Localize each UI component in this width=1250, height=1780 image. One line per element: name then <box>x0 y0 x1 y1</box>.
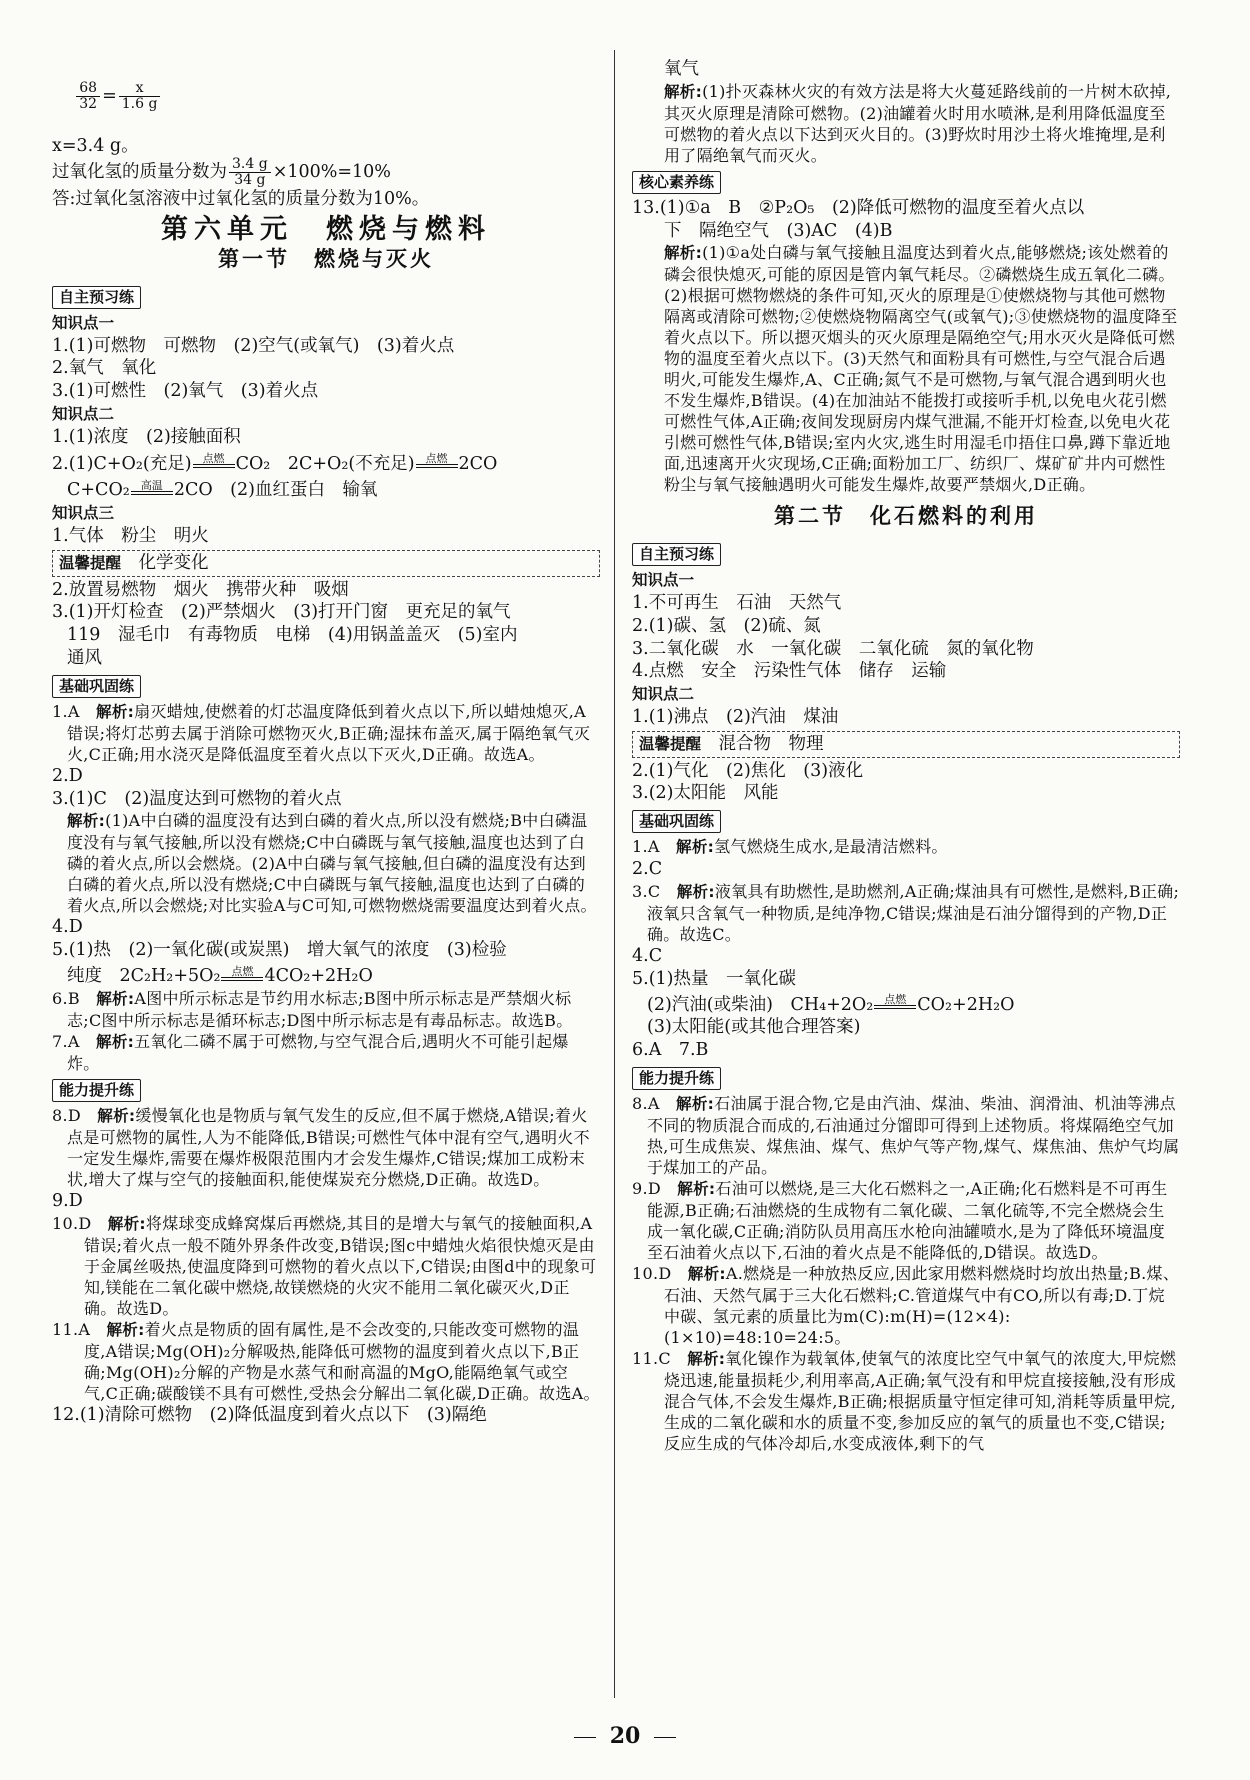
text: (2)汽油(或柴油) CH₄+2O₂ <box>647 994 874 1015</box>
text: CO₂+2H₂O <box>917 994 1015 1015</box>
reaction-condition <box>221 966 263 988</box>
text: 2.(1)C+O₂(充足) <box>52 453 192 474</box>
reminder-box <box>52 550 600 577</box>
answer-item: 3.(2)太阳能 风能 <box>632 783 779 804</box>
analysis-label: 解析: <box>67 812 106 831</box>
analysis-block <box>632 81 1180 166</box>
answer-item: (3)太阳能(或其他合理答案) <box>647 1017 861 1038</box>
analysis-label: 解析: <box>96 702 135 721</box>
answer: 6.B <box>52 988 97 1008</box>
section-title: 第二节 化石燃料的利用 <box>774 504 1038 529</box>
fraction <box>76 81 100 112</box>
question-answer <box>632 881 1180 945</box>
knowledge-point: 知识点二 <box>632 685 695 704</box>
answer: 3.C <box>632 881 677 901</box>
analysis-text: A.燃烧是一种放热反应,因此家用燃料燃烧时均放出热量;B.煤、石油、天然气属于三大化石燃料;C.管道煤气中有CO,所以有毒;D.丁烷中碳、氢元素的质量比为m(C):m(H)=(12×4):(1×10)=48:10=24:5。 <box>664 1263 1180 1347</box>
answer-item: 2.放置易燃物 烟火 携带火种 吸烟 <box>52 579 349 600</box>
text: ×100%=10% <box>272 162 391 183</box>
question-answer: 12.(1)清除可燃物 (2)降低温度到着火点以下 (3)隔绝 <box>52 1404 487 1425</box>
exercise-tag: 基础巩固练 <box>52 675 141 698</box>
question-answer: 2.D <box>52 765 83 786</box>
question-answer: 9.D <box>52 1190 83 1211</box>
question-answer <box>52 988 600 1031</box>
knowledge-point: 知识点二 <box>52 404 115 423</box>
answer: 11.A <box>52 1319 107 1339</box>
denominator: 32 <box>79 95 98 112</box>
question-answer: 下 隔绝空气 (3)AC (4)B <box>664 220 893 241</box>
exercise-tag: 核心素养练 <box>632 171 721 194</box>
analysis-label: 解析: <box>676 1094 715 1113</box>
question-answer: 6.A 7.B <box>632 1040 709 1061</box>
answer-item: 2.氧气 氧化 <box>52 358 157 379</box>
equation-line <box>52 479 600 502</box>
analysis-label: 解析: <box>687 1349 726 1368</box>
analysis-text: 着火点是物质的固有属性,是不会改变的,只能改变可燃物的温度,A错误;Mg(OH)₂分解吸热,能降低可燃物的温度到着火点以下,B正确;Mg(OH)₂分解的产物是水蒸气和耐高温的MgO,能隔绝氧气或空气,C正确;碳酸镁不具有可燃性,受热会分解出二氧化碳,D正确。故选A。 <box>84 1319 600 1403</box>
analysis-block <box>632 242 1180 495</box>
reminder-label: 温馨提醒 <box>59 553 122 572</box>
answer-item: 3.(1)可燃性 (2)氧气 (3)着火点 <box>52 381 319 402</box>
text: 过氧化氢的质量分数为 <box>52 162 227 183</box>
knowledge-point: 知识点三 <box>52 504 115 523</box>
answer: 8.D <box>52 1105 98 1125</box>
answer: 7.A <box>52 1031 97 1051</box>
reminder-text: 化学变化 <box>138 552 209 573</box>
answer: 11.C <box>632 1348 688 1368</box>
question-answer: 4.C <box>632 945 663 966</box>
analysis-text: 五氧化二磷不属于可燃物,与空气混合后,遇明火不可能引起爆炸。 <box>67 1031 569 1073</box>
numerator: x <box>119 81 161 97</box>
ratio-equation: $\frac{68}{32}$ = $\frac{x}{1.6 g}$ <box>52 58 600 135</box>
left-column <box>52 58 600 1426</box>
dash <box>654 1737 676 1738</box>
question-answer: 5.(1)热量 一氧化碳 <box>632 968 796 989</box>
text: 2CO (2)血红蛋白 输氧 <box>173 480 378 501</box>
denominator: 1.6 g <box>121 95 158 112</box>
knowledge-point: 知识点一 <box>632 571 695 590</box>
question-answer: 2.C <box>632 859 663 880</box>
text: CO₂ 2C+O₂(不充足) <box>235 453 415 474</box>
analysis-text: 缓慢氧化也是物质与氧气发生的反应,但不属于燃烧,A错误;着火点是可燃物的属性,人为不能降低,B错误;可燃性气体中混有空气,遇明火不一定发生爆炸,需要在爆炸极限范围内才会发生爆炸,C错误;煤加工成粉末状,增大了煤与空气的接触面积,能使煤炭充分燃烧,D正确。故选D。 <box>67 1105 590 1189</box>
analysis-label: 解析: <box>676 882 715 901</box>
dash <box>574 1737 596 1738</box>
reaction-condition <box>416 453 458 475</box>
question-answer <box>52 1319 600 1404</box>
section-title: 第一节 燃烧与灭火 <box>218 246 434 271</box>
text: C+CO₂ <box>67 480 130 501</box>
condition-label: 高温 <box>140 479 163 493</box>
question-answer <box>52 1213 600 1319</box>
answer-item: 3.(1)开灯检查 (2)严禁烟火 (3)打开门窗 更充足的氧气 <box>52 602 511 623</box>
question-answer <box>52 701 600 765</box>
question-answer: 13.(1)①a B ②P₂O₅ (2)降低可燃物的温度至着火点以 <box>632 197 1085 218</box>
reminder-text: 混合物 物理 <box>718 733 824 754</box>
denominator: 34 g <box>234 172 266 189</box>
analysis-label: 解析: <box>687 1264 726 1283</box>
condition-label: 点燃 <box>425 452 448 466</box>
numerator: 68 <box>76 81 100 97</box>
question-answer <box>632 1178 1180 1263</box>
question-answer <box>632 1348 1180 1454</box>
question-answer <box>632 836 1180 858</box>
answer-item: 1.(1)可燃物 可燃物 (2)空气(或氧气) (3)着火点 <box>52 335 455 356</box>
question-answer <box>52 1031 600 1074</box>
condition-label: 点燃 <box>202 452 225 466</box>
answer-item: 1.气体 粉尘 明火 <box>52 525 209 546</box>
analysis-text: (1)①a处白磷与氧气接触且温度达到着火点,能够燃烧;该处燃着的磷会很快熄灭,可能的原因是管内氧气耗尽。②磷燃烧生成五氧化二磷。(2)根据可燃物燃烧的条件可知,灭火的原理是①使燃烧物与其他可燃物隔离或清除可燃物;②使燃烧物隔离空气(或氧气);③使燃烧物的温度降至着火点以下。所以摁灭烟头的灭火原理是隔绝空气;用水灭火是降低可燃物的温度至着火点以下。(3)天然气和面粉具有可燃性,与空气混合后遇明火,可能发生爆炸,A、C正确;氮气不是可燃物,与氧气混合遇到明火也不发生爆炸,B错误。(4)在加油站不能拨打或接听手机,以免电火花引燃可燃性气体,A正确;夜间发现厨房内煤气泄漏,不能开灯检查,以免电火花引燃可燃性气体,B错误;室内火灾,逃生时用湿毛巾捂住口鼻,蹲下靠近地面,迅速离开火灾现场,C正确;面粉加工厂、纺织厂、煤矿矿井内可燃性粉尘与氧气接触遇明火可能发生爆炸,故要严禁烟火,D正确。 <box>664 243 1178 495</box>
equation-line <box>52 965 600 988</box>
question-answer: 5.(1)热 (2)一氧化碳(或炭黑) 增大氧气的浓度 (3)检验 <box>52 940 507 961</box>
answer-item: 1.(1)沸点 (2)汽油 煤油 <box>632 706 839 727</box>
answer: 1.A <box>632 837 677 857</box>
question-answer <box>632 1263 1180 1348</box>
equation-line <box>632 994 1180 1017</box>
exercise-tag: 能力提升练 <box>632 1067 721 1090</box>
answer: 10.D <box>52 1213 108 1233</box>
analysis-text: (1)A中白磷的温度没有达到白磷的着火点,所以没有燃烧;B中白磷温度没有与氧气接触,所以没有燃烧;C中白磷既与氧气接触,温度也达到了白磷的着火点,所以会燃烧。(2)A中白磷与氧气接触,但白磷的温度没有达到白磷的着火点,所以没有燃烧;C中白磷既与氧气接触,温度也达到了白磷的着火点,所以会燃烧;对比实验A与C可知,可燃物燃烧需要温度达到着火点。 <box>67 811 597 916</box>
unit-title: 第六单元 燃烧与燃料 <box>161 214 491 246</box>
analysis-block <box>52 810 600 916</box>
answer: 1.A <box>52 701 97 721</box>
question-answer: 4.D <box>52 917 83 938</box>
answer-line: 答:过氧化氢溶液中过氧化氢的质量分数为10%。 <box>52 189 430 210</box>
exercise-tag: 自主预习练 <box>52 286 141 309</box>
analysis-label: 解析: <box>676 838 715 857</box>
answer-item: 1.不可再生 石油 天然气 <box>632 592 842 613</box>
knowledge-point: 知识点一 <box>52 313 115 332</box>
right-column <box>632 58 1180 1454</box>
analysis-text: 石油可以燃烧,是三大化石燃料之一,A正确;化石燃料是不可再生能源,B正确;石油燃烧的生成物有二氧化碳、二氧化硫等,不完全燃烧会生成一氧化碳,C正确;消防队员用高压水枪向油罐喷水,是为了降低环境温度至石油着火点以下,石油的着火点是不能降低的,D错误。故选D。 <box>647 1178 1168 1262</box>
exercise-tag: 能力提升练 <box>52 1079 141 1102</box>
column-divider <box>614 50 615 1698</box>
answer-item: 通风 <box>67 647 102 668</box>
answer-item: 1.(1)浓度 (2)接触面积 <box>52 426 241 447</box>
analysis-label: 解析: <box>106 1320 145 1339</box>
answer-item: 2.(1)碳、氢 (2)硫、氮 <box>632 615 821 636</box>
analysis-label: 解析: <box>664 82 703 101</box>
reaction-condition <box>874 994 916 1016</box>
text: 2CO <box>458 453 498 474</box>
answer-item: 2.(1)气化 (2)焦化 (3)液化 <box>632 760 864 781</box>
page-number-value: 20 <box>609 1723 641 1749</box>
answer-item: 3.二氧化碳 水 一氧化碳 二氧化硫 氮的氧化物 <box>632 638 1034 659</box>
analysis-text: 氧化镍作为载氧体,使氧气的浓度比空气中氧气的浓度大,甲烷燃烧迅速,能量损耗少,利用率高,A正确;氧气没有和甲烷直接接触,没有形成混合气体,不会发生爆炸,B正确;根据质量守恒定律可知,消耗等质量甲烷,生成的二氧化碳和水的质量不变,参加反应的氧气的质量也不变,C错误;反应生成的气体冷却后,水变成液体,剩下的气 <box>664 1348 1177 1453</box>
exercise-tag: 自主预习练 <box>632 543 721 566</box>
answer: 9.D <box>632 1178 678 1198</box>
analysis-label: 解析: <box>96 1032 135 1051</box>
answer: 8.A <box>632 1093 677 1113</box>
question-answer: 3.(1)C (2)温度达到可燃物的着火点 <box>52 788 342 809</box>
fraction <box>119 81 161 112</box>
answer: 10.D <box>632 1263 688 1283</box>
text: 纯度 2C₂H₂+5O₂ <box>67 965 221 986</box>
answer-item: 119 湿毛巾 有毒物质 电梯 (4)用锅盖盖灭 (5)室内 <box>67 625 518 646</box>
condition-label: 点燃 <box>231 964 254 978</box>
analysis-label: 解析: <box>664 244 703 263</box>
analysis-label: 解析: <box>96 989 135 1008</box>
equation-line <box>52 453 600 476</box>
text: 4CO₂+2H₂O <box>264 965 373 986</box>
reminder-label: 温馨提醒 <box>639 734 702 753</box>
analysis-text: 石油属于混合物,它是由汽油、煤油、柴油、润滑油、机油等沸点不同的物质混合而成的,石油通过分馏即可得到上述物质。将煤隔绝空气加热,可生成焦炭、煤焦油、煤气、焦炉气等产物,煤气、煤焦油、焦炉气均属于煤加工的产品。 <box>647 1093 1180 1177</box>
answer-item: 4.点燃 安全 污染性气体 储存 运输 <box>632 661 947 682</box>
fraction <box>229 157 271 188</box>
analysis-text: 将煤球变成蜂窝煤后再燃烧,其目的是增大与氧气的接触面积,A错误;着火点一般不随外界条件改变,B错误;图c中蜡烛火焰很快熄灭是由于金属丝吸热,使温度降到可燃物的着火点以下,C错误;由图d中的现象可知,镁能在二氧化碳中燃烧,故镁燃烧的火灾不能用二氧化碳灭火,D正确。故选D。 <box>84 1213 597 1318</box>
question-answer <box>52 1105 600 1190</box>
reaction-condition <box>193 453 235 475</box>
reminder-box <box>632 731 1180 758</box>
analysis-text: 液氧具有助燃性,是助燃剂,A正确;煤油具有可燃性,是燃料,B正确;液氧只含氧气一种物质,是纯净物,C错误;煤油是石油分馏得到的产物,D正确。故选C。 <box>647 881 1180 944</box>
analysis-label: 解析: <box>97 1106 136 1125</box>
analysis-text: A图中所示标志是节约用水标志;B图中所示标志是严禁烟火标志;C图中所示标志是循环标志;D图中所示标志是有毒品标志。故选B。 <box>67 988 573 1030</box>
mass-fraction-line <box>52 157 600 188</box>
page-number <box>0 1725 1250 1748</box>
x-result: x=3.4 g。 <box>52 135 139 156</box>
analysis-label: 解析: <box>107 1214 146 1233</box>
numerator: 3.4 g <box>229 157 271 173</box>
answer-continuation: 氧气 <box>664 59 699 79</box>
analysis-text: 氢气燃烧生成水,是最清洁燃料。 <box>714 837 948 857</box>
condition-label: 点燃 <box>884 993 907 1007</box>
analysis-text: 扇灭蜡烛,使燃着的灯芯温度降低到着火点以下,所以蜡烛熄灭,A错误;将灯芯剪去属于消除可燃物灭火,B正确;湿抹布盖灭,属于隔绝氧气灭火,C正确;用水浇灭是降低温度至着火点以下灭火,D正确。故选A。 <box>67 701 591 764</box>
analysis-text: (1)扑灭森林火灾的有效方法是将大火蔓延路线前的一片树木砍掉,其灭火原理是清除可燃物。(2)油罐着火时用水喷淋,是利用降低温度至可燃物的着火点以下达到灭火目的。(3)野炊时用沙土将火堆掩埋,是利用了隔绝氧气而灭火。 <box>664 81 1172 165</box>
analysis-label: 解析: <box>677 1179 716 1198</box>
question-answer <box>632 1093 1180 1178</box>
exercise-tag: 基础巩固练 <box>632 810 721 833</box>
reaction-condition <box>131 480 173 502</box>
